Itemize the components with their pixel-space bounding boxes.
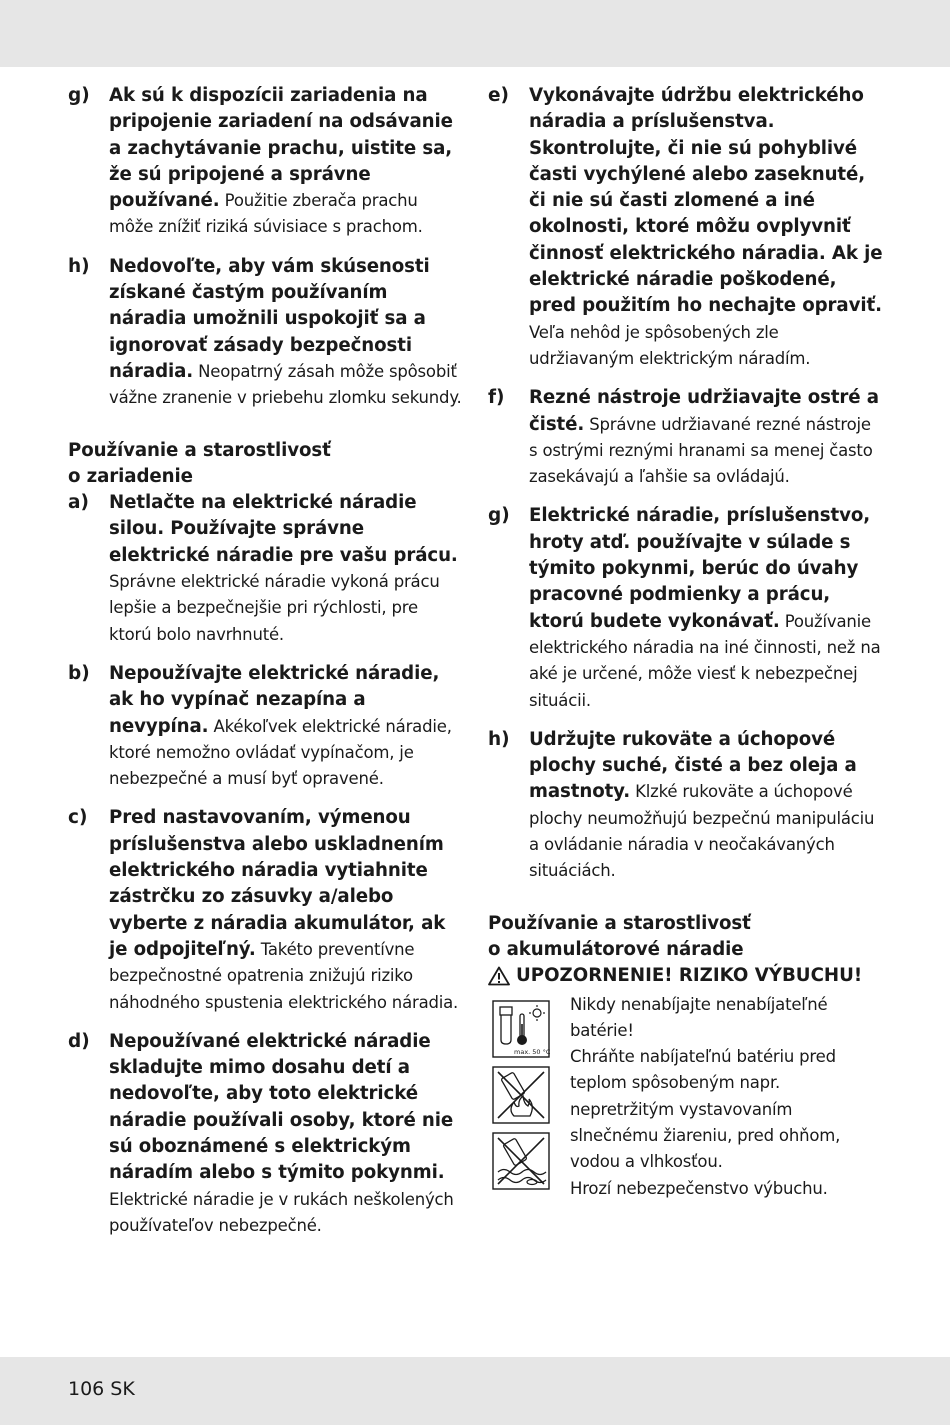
item-letter: e) bbox=[488, 85, 510, 106]
item-text: Použitie zberača prachu môže znížiť riziká súvisiace s prachom. bbox=[109, 191, 423, 237]
item-bold-text: Nepoužívajte elektrické náradie, ak ho vypínač nezapína a nevypína. bbox=[109, 662, 440, 737]
item-text: Akékoľvek elektrické náradie, ktoré nemožno ovládať vypínačom, je nebezpečné a musí byť opravené. bbox=[109, 716, 452, 789]
item-bold-text: Nepoužívané elektrické náradie skladujte mimo dosahu detí a nedovoľte, aby toto elektrické náradie používali osoby, ktoré nie sú oboznámené s elektrickým náradím alebo s týmito pokynmi. bbox=[109, 1030, 454, 1184]
warning-triangle-icon bbox=[488, 966, 510, 986]
item-bold-text: Rezné nástroje udržiavajte ostré a čisté. bbox=[529, 387, 879, 435]
footer-band bbox=[0, 1357, 950, 1425]
item-bold-text: Elektrické náradie, príslušenstvo, hroty atď. používajte v súlade s týmito pokynmi, berúc do úvahy pracovné podmienky a prácu, ktorú budete vykonávať. bbox=[529, 505, 871, 632]
item-text: Neopatrný zásah môže spôsobiť vážne zranenie v priebehu zlomku sekundy. bbox=[109, 361, 462, 408]
item-text: Klzké rukoväte a úchopové plochy neumožňujú bezpečnú manipuláciu a ovládanie náradia v neočakávaných situáciách. bbox=[529, 782, 875, 881]
section-title-line: o zariadenie bbox=[68, 465, 193, 487]
warning-line: Hrozí nebezpečenstvo výbuchu. bbox=[570, 1178, 828, 1198]
item-letter: g) bbox=[68, 85, 90, 106]
item-text: Takéto preventívne bezpečnostné opatrenia znižujú riziko náhodného spustenia elektrického náradia. bbox=[109, 939, 459, 1012]
section-title bbox=[68, 438, 464, 491]
list-item bbox=[68, 254, 464, 412]
item-text: Elektrické náradie je v rukách neškolených používateľov nebezpečné. bbox=[109, 1189, 454, 1235]
left-column bbox=[68, 83, 464, 1252]
item-letter: c) bbox=[68, 807, 88, 829]
item-letter: b) bbox=[68, 662, 90, 684]
list-item bbox=[488, 83, 884, 372]
section-title-line: Používanie a starostlivosť bbox=[488, 912, 751, 934]
list-item bbox=[488, 385, 884, 490]
warning-text bbox=[570, 992, 884, 1202]
item-letter: a) bbox=[68, 492, 89, 514]
section-title-line: o akumulátorové náradie bbox=[488, 938, 744, 960]
list-item bbox=[68, 490, 464, 648]
list-item bbox=[68, 83, 464, 241]
section-title-line: Používanie a starostlivosť bbox=[68, 439, 331, 461]
right-column bbox=[488, 83, 884, 1202]
warning-line: Nikdy nenabíjajte nenabíjateľné batérie! bbox=[570, 994, 828, 1040]
list-item bbox=[68, 1029, 464, 1239]
page-number: 106 SK bbox=[68, 1378, 135, 1400]
item-bold-text: Vykonávajte údržbu elektrického náradia a príslušenstva. Skontrolujte, či nie sú pohyblivé časti vychýlené alebo zaseknuté, či nie sú časti zlomené a iné okolnosti, ktoré môžu ovplyvniť činnosť elektrického náradia. Ak je elektrické náradie poškodené, pred použitím ho nechajte opraviť. bbox=[529, 85, 883, 317]
list-item bbox=[68, 661, 464, 792]
section-title bbox=[488, 911, 884, 964]
item-letter: g) bbox=[488, 505, 510, 527]
list-item bbox=[488, 503, 884, 713]
no-water-icon bbox=[492, 1132, 550, 1190]
item-letter: h) bbox=[68, 255, 90, 277]
item-bold-text: Pred nastavovaním, výmenou príslušenstva alebo uskladnením elektrického náradia vytiahnite zástrčku zo zásuvky a/alebo vyberte z náradia akumulátor, ak je odpojiteľný. bbox=[109, 807, 446, 960]
item-text: Veľa nehôd je spôsobených zle udržiavaným elektrickým náradím. bbox=[529, 322, 811, 368]
list-item bbox=[68, 805, 464, 1015]
list-item bbox=[488, 727, 884, 885]
item-bold-text: Udržujte rukoväte a úchopové plochy suché, čisté a bez oleja a mastnoty. bbox=[529, 728, 857, 803]
header-band bbox=[0, 0, 950, 67]
warning-label: UPOZORNENIE! RIZIKO VÝBUCHU! bbox=[516, 965, 863, 987]
thermometer-max-50c-icon bbox=[492, 1000, 550, 1058]
item-text: Používanie elektrického náradia na iné činnosti, než na aké je určené, môže viesť k nebezpečnej situácii. bbox=[529, 611, 881, 710]
warning-block bbox=[488, 992, 884, 1202]
item-bold-text: Ak sú k dispozícii zariadenia na pripojenie zariadení na odsávanie a zachytávanie prachu, uistite sa, že sú pripojené a správne používané. bbox=[109, 85, 453, 212]
warning-heading bbox=[488, 963, 884, 989]
item-text: Správne elektrické náradie vykoná prácu lepšie a bezpečnejšie pri rýchlosti, pre ktorú bolo navrhnuté. bbox=[109, 572, 440, 644]
item-bold-text: Netlačte na elektrické náradie silou. Používajte správne elektrické náradie pre vašu prácu. bbox=[109, 492, 458, 566]
warning-line: Chráňte nabíjateľnú batériu pred teplom spôsobeným napr. nepretržitým vystavovaním slnečnému žiareniu, pred ohňom, vodou a vlhkosťou. bbox=[570, 1047, 841, 1172]
no-fire-icon bbox=[492, 1066, 550, 1124]
item-bold-text: Nedovoľte, aby vám skúsenosti získané častým používaním náradia umožnili uspokojiť sa a ignorovať zásady bezpečnosti náradia. bbox=[109, 255, 430, 382]
icon-temp-label: max. 50 °C bbox=[514, 1047, 550, 1056]
item-text: Správne udržiavané rezné nástroje s ostrými reznými hranami sa menej často zasekávajú a ľahšie sa ovládajú. bbox=[529, 414, 873, 487]
item-letter: h) bbox=[488, 728, 510, 750]
item-letter: f) bbox=[488, 387, 505, 409]
item-letter: d) bbox=[68, 1030, 90, 1052]
